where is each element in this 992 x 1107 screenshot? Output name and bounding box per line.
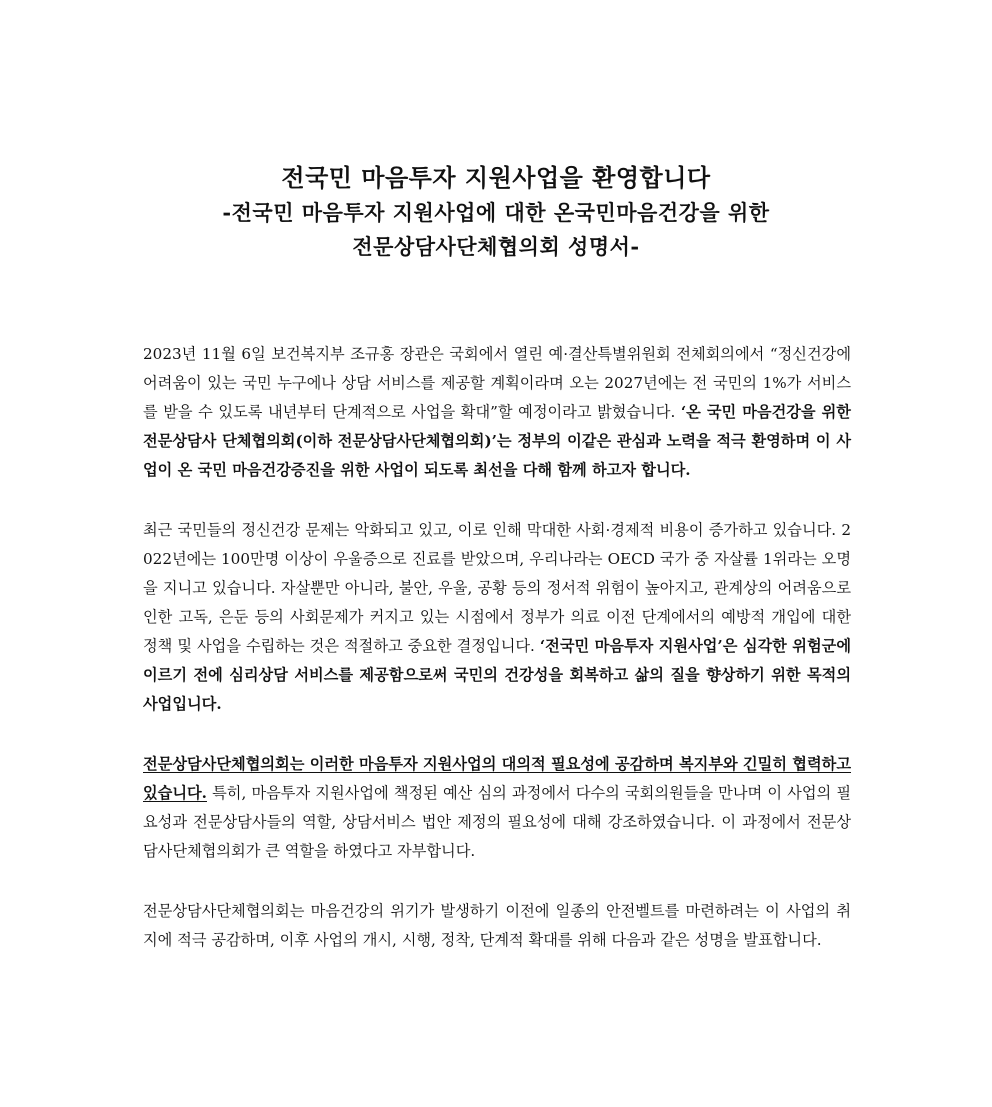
- paragraph-2-emphasis: ‘전국민 마음투자 지원사업’은 심각한 위험군에 이르기 전에 심리상담 서비스를 제공함으로써 국민의 건강성을 회복하고 삶의 질을 향상하기 위한 목적의 사업입니다.: [143, 637, 851, 713]
- paragraph-4-text: 전문상담사단체협의회는 마음건강의 위기가 발생하기 이전에 일종의 안전벨트를 마련하려는 이 사업의 취지에 적극 공감하며, 이후 사업의 개시, 시행, 정착, 단계적 확대를 위해 다음과 같은 성명을 발표합니다.: [143, 902, 851, 949]
- paragraph-3-underlined: 전문상담사단체협의회는 이러한 마음투자 지원사업의 대의적 필요성에 공감하며 복지부와 긴밀히 협력하고 있습니다.: [143, 755, 851, 802]
- paragraph-4: [143, 897, 851, 955]
- statement-title: [100, 160, 892, 264]
- paragraph-3: [143, 750, 851, 866]
- paragraph-1: [143, 340, 851, 485]
- paragraph-1-emphasis: ‘온 국민 마음건강을 위한 전문상담사 단체협의회(이하 전문상담사단체협의회)’는 정부의 이같은 관심과 노력을 적극 환영하며 이 사업이 온 국민 마음건강증진을 위한 사업이 되도록 최선을 다해 함께 하고자 합니다.: [143, 403, 851, 479]
- statement-body: [143, 340, 851, 955]
- title-main: 전국민 마음투자 지원사업을 환영합니다: [281, 163, 711, 192]
- paragraph-2-text: 최근 국민들의 정신건강 문제는 악화되고 있고, 이로 인해 막대한 사회·경제적 비용이 증가하고 있습니다. 2022년에는 100만명 이상이 우울증으로 진료를 받았으며, 우리나라는 OECD 국가 중 자살률 1위라는 오명을 지니고 있습니다. 자살뿐만 아니라, 불안, 우울, 공황 등의 정서적 위험이 높아지고, 관계상의 어려움으로 인한 고독, 은둔 등의 사회문제가 커지고 있는 시점에서 정부가 의료 이전 단계에서의 예방적 개입에 대한 정책 및 사업을 수립하는 것은 적절하고 중요한 결정입니다.: [143, 521, 851, 655]
- paragraph-1-text: 2023년 11월 6일 보건복지부 조규홍 장관은 국회에서 열린 예·결산특별위원회 전체회의에서 “정신건강에 어려움이 있는 국민 누구에나 상담 서비스를 제공할 계획이라며 오는 2027년에는 전 국민의 1%가 서비스를 받을 수 있도록 내년부터 단계적으로 사업을 확대”할 예정이라고 밝혔습니다.: [143, 345, 851, 421]
- title-subtitle-line1: -전국민 마음투자 지원사업에 대한 온국민마음건강을 위한: [222, 200, 770, 225]
- paragraph-2: [143, 516, 851, 719]
- paragraph-3-text: 특히, 마음투자 지원사업에 책정된 예산 심의 과정에서 다수의 국회의원들을 만나며 이 사업의 필요성과 전문상담사들의 역할, 상담서비스 법안 제정의 필요성에 대해 강조하였습니다. 이 과정에서 전문상담사단체협의회가 큰 역할을 하였다고 자부합니다.: [143, 784, 851, 860]
- title-subtitle-line2: 전문상담사단체협의회 성명서-: [352, 234, 640, 259]
